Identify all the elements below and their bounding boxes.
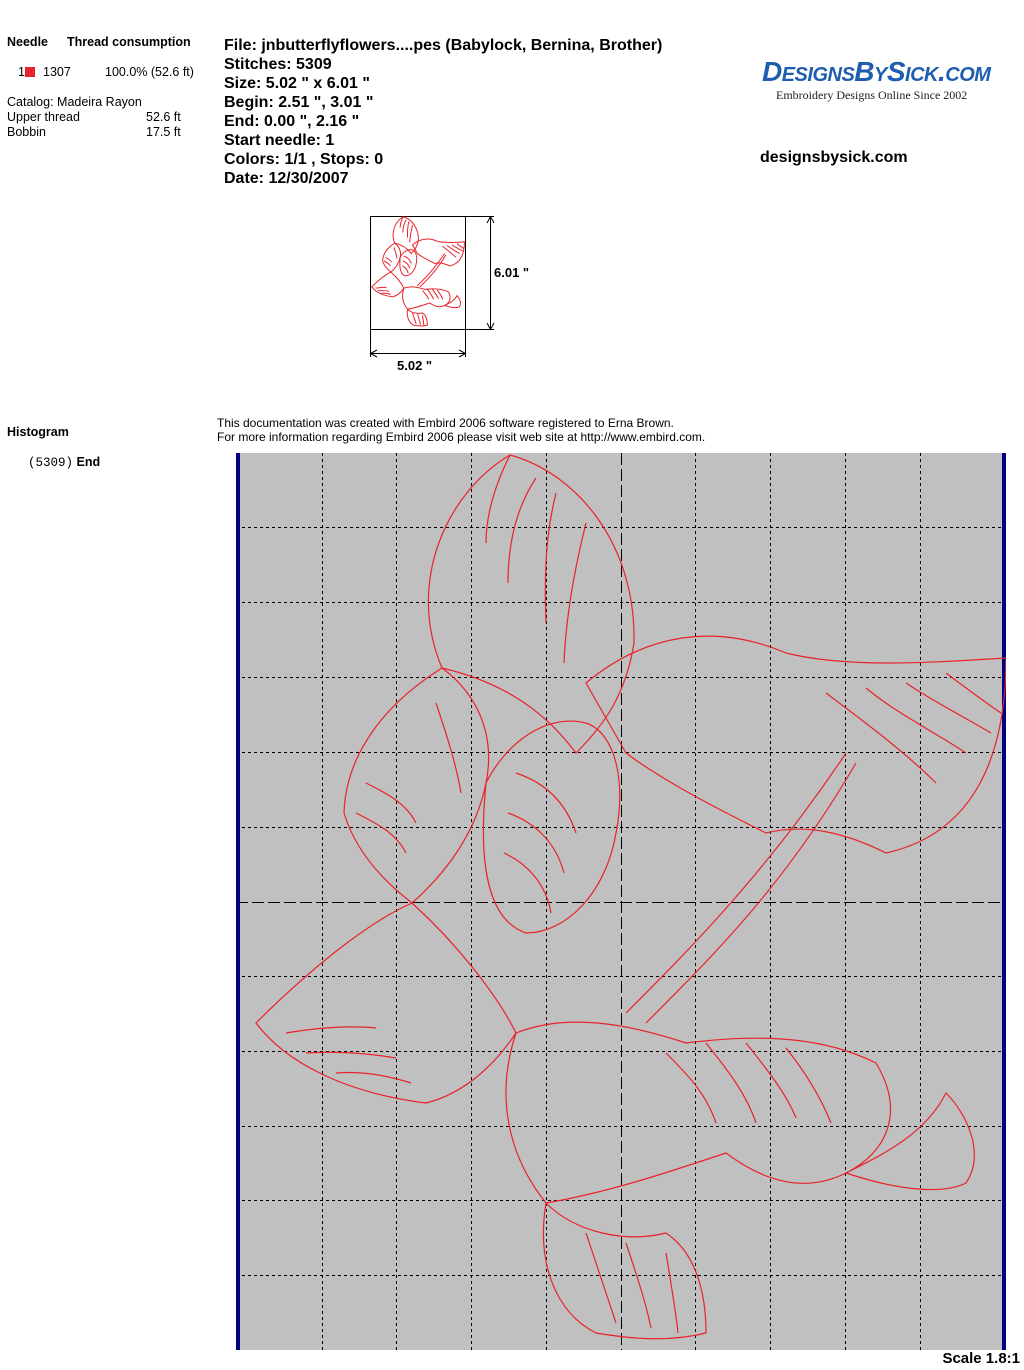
thread-color-swatch xyxy=(25,67,35,77)
design-thumbnail xyxy=(360,205,550,380)
upper-thread-label: Upper thread xyxy=(7,110,80,124)
design-size: Size: 5.02 " x 6.01 " xyxy=(224,75,370,92)
scale-label: Scale 1.8:1 xyxy=(942,1350,1020,1367)
colors-stops: Colors: 1/1 , Stops: 0 xyxy=(224,151,384,168)
stitch-canvas xyxy=(236,453,1006,1350)
note-line-1: This documentation was created with Embird 2006 software registered to Erna Brown. xyxy=(217,416,674,430)
begin-position: Begin: 2.51 ", 3.01 " xyxy=(224,94,374,111)
stitch-count: Stitches: 5309 xyxy=(224,56,332,73)
needle-number: 1 xyxy=(18,65,25,79)
upper-thread-value: 52.6 ft xyxy=(146,110,181,124)
end-position: End: 0.00 ", 2.16 " xyxy=(224,113,360,130)
bobbin-value: 17.5 ft xyxy=(146,125,181,139)
design-date: Date: 12/30/2007 xyxy=(224,170,349,187)
histogram-entry xyxy=(28,455,100,470)
histogram-label: End xyxy=(76,455,101,469)
histogram-count: (5309) xyxy=(28,456,74,470)
catalog-label: Catalog: Madeira Rayon xyxy=(7,95,142,109)
start-needle: Start needle: 1 xyxy=(224,132,335,149)
note-line-2: For more information regarding Embird 2006 please visit web site at http://www.embird.com. xyxy=(217,430,706,444)
documentation-note xyxy=(217,416,705,444)
needle-header: Needle xyxy=(7,35,48,49)
bobbin-label: Bobbin xyxy=(7,125,46,139)
thread-code: 1307 xyxy=(43,65,71,79)
thread-consumption-header: Thread consumption xyxy=(67,35,191,49)
width-label: 5.02 " xyxy=(397,358,433,373)
brand-site: designsbysick.com xyxy=(760,149,908,166)
thread-row xyxy=(18,65,35,79)
file-name: File: jnbutterflyflowers....pes (Babylock, Bernina, Brother) xyxy=(224,37,663,54)
brand-logo xyxy=(762,56,990,88)
histogram-title: Histogram xyxy=(7,425,69,439)
brand-tagline: Embroidery Designs Online Since 2002 xyxy=(776,88,968,102)
file-info xyxy=(224,36,662,188)
brand-logo-text: DesignsBySick.com xyxy=(762,56,991,87)
thread-consumption: 100.0% (52.6 ft) xyxy=(105,65,194,79)
height-label: 6.01 " xyxy=(494,265,530,280)
